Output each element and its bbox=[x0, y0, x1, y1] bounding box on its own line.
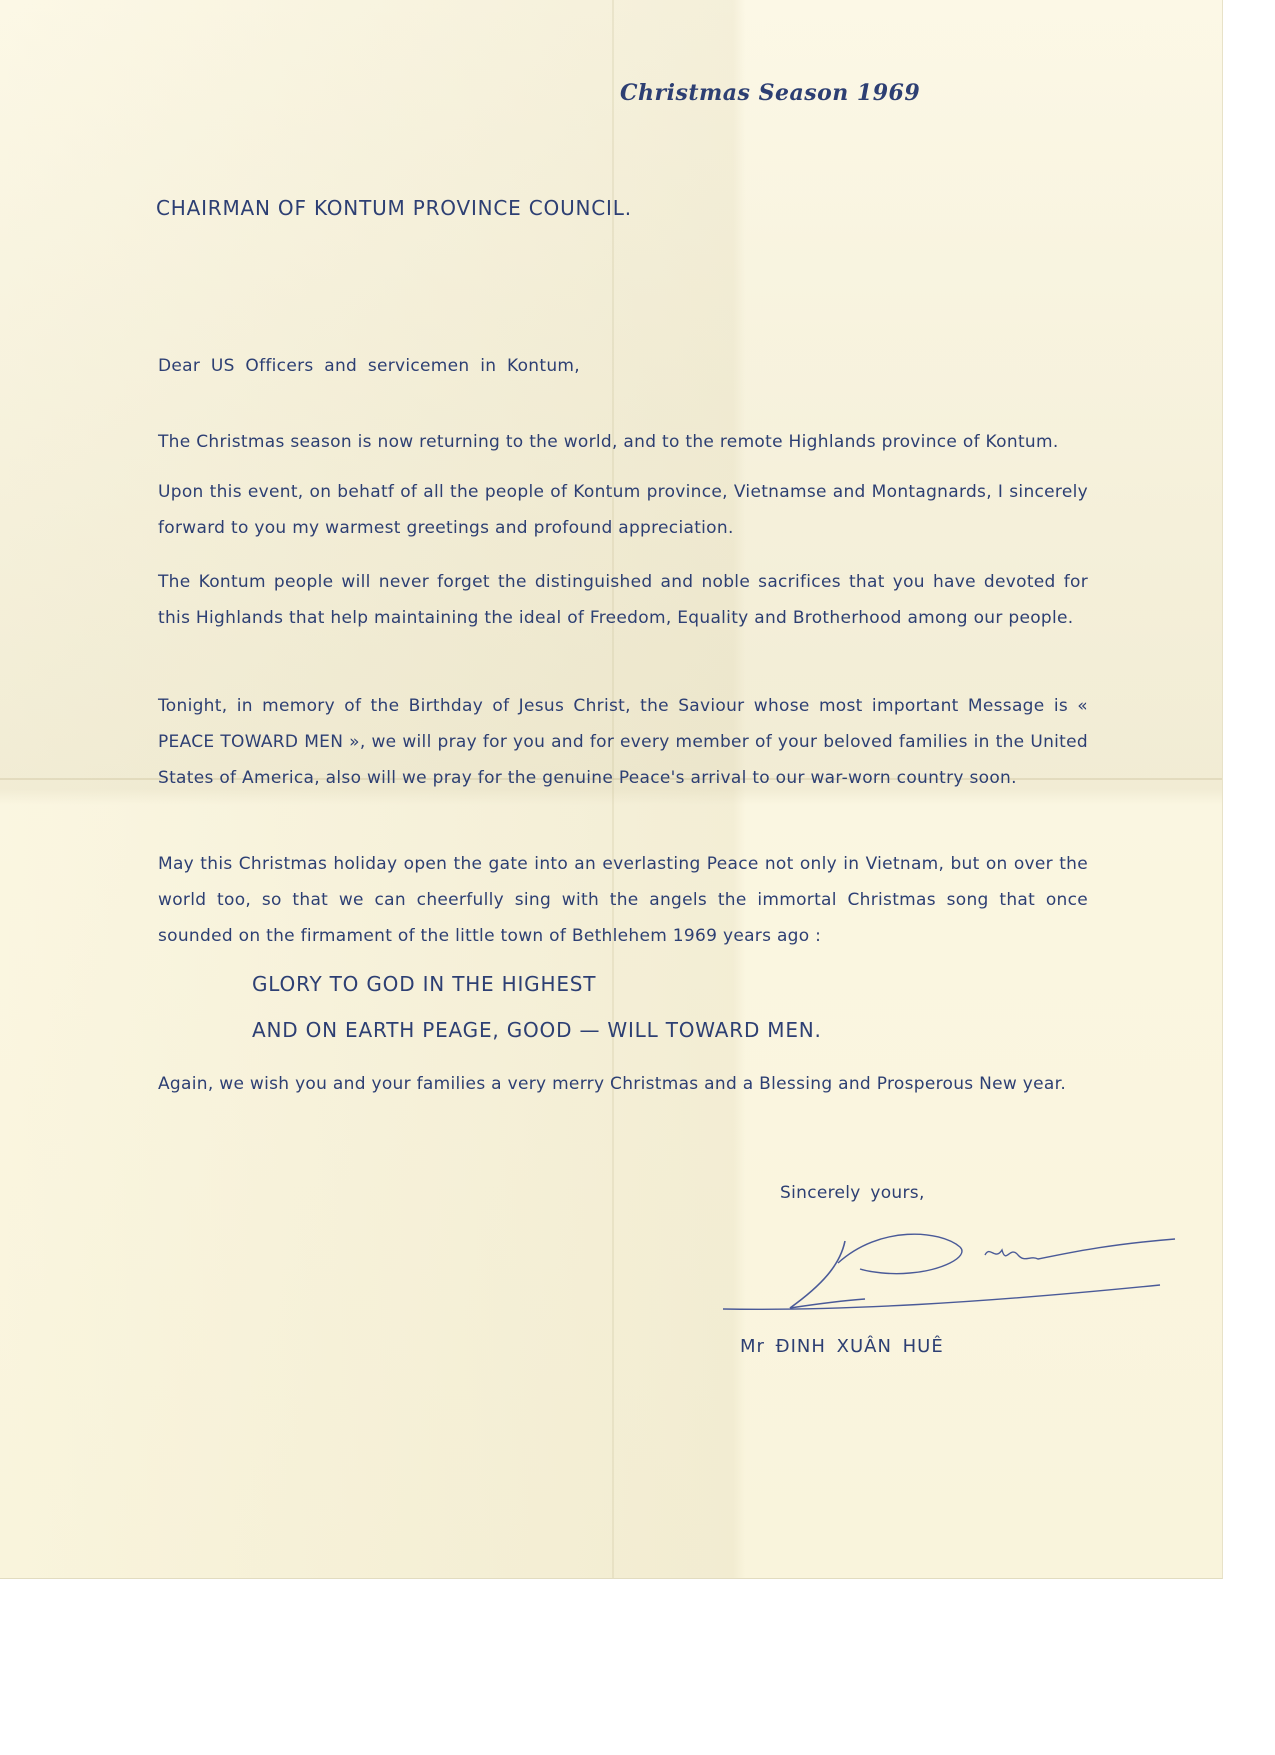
paragraph-2: Upon this event, on behatf of all the people of Kontum province, Vietnamse and Montagnards, I sincerely forward to you my warmest greetings and profound appreciation. bbox=[158, 482, 1088, 538]
hymn-line-2: AND ON EARTH PEAGE, GOOD — WILL TOWARD MEN. bbox=[252, 1018, 822, 1042]
paragraph-5: May this Christmas holiday open the gate into an everlasting Peace not only in Vietnam, but on over the world too, so that we can cheerfully sing with the angels the immortal Christmas song that once sounded on the firmament of the little town of Bethlehem 1969 years ago : bbox=[158, 854, 1088, 946]
letter-heading: CHAIRMAN OF KONTUM PROVINCE COUNCIL. bbox=[156, 196, 632, 220]
closing: Sincerely yours, bbox=[780, 1183, 925, 1203]
dateline: Christmas Season 1969 bbox=[620, 80, 921, 106]
hymn-line-1: GLORY TO GOD IN THE HIGHEST bbox=[252, 972, 597, 996]
final-paragraph: Again, we wish you and your families a very merry Christmas and a Blessing and Prosperous New year. bbox=[158, 1074, 1067, 1094]
salutation: Dear US Officers and servicemen in Kontum, bbox=[158, 356, 580, 376]
signer-name: Mr ĐINH XUÂN HUÊ bbox=[740, 1336, 944, 1357]
signature bbox=[720, 1225, 1180, 1335]
paragraph-1: The Christmas season is now returning to the world, and to the remote Highlands province of Kontum. bbox=[158, 432, 1059, 452]
paragraph-3: The Kontum people will never forget the distinguished and noble sacrifices that you have devoted for this Highlands that help maintaining the ideal of Freedom, Equality and Brotherhood among our people. bbox=[158, 572, 1088, 628]
paragraph-4: Tonight, in memory of the Birthday of Jesus Christ, the Saviour whose most important Message is « PEACE TOWARD MEN », we will pray for you and for every member of your beloved families in the United States of America, also will we pray for the genuine Peace's arrival to our war-worn country soon. bbox=[158, 696, 1088, 788]
